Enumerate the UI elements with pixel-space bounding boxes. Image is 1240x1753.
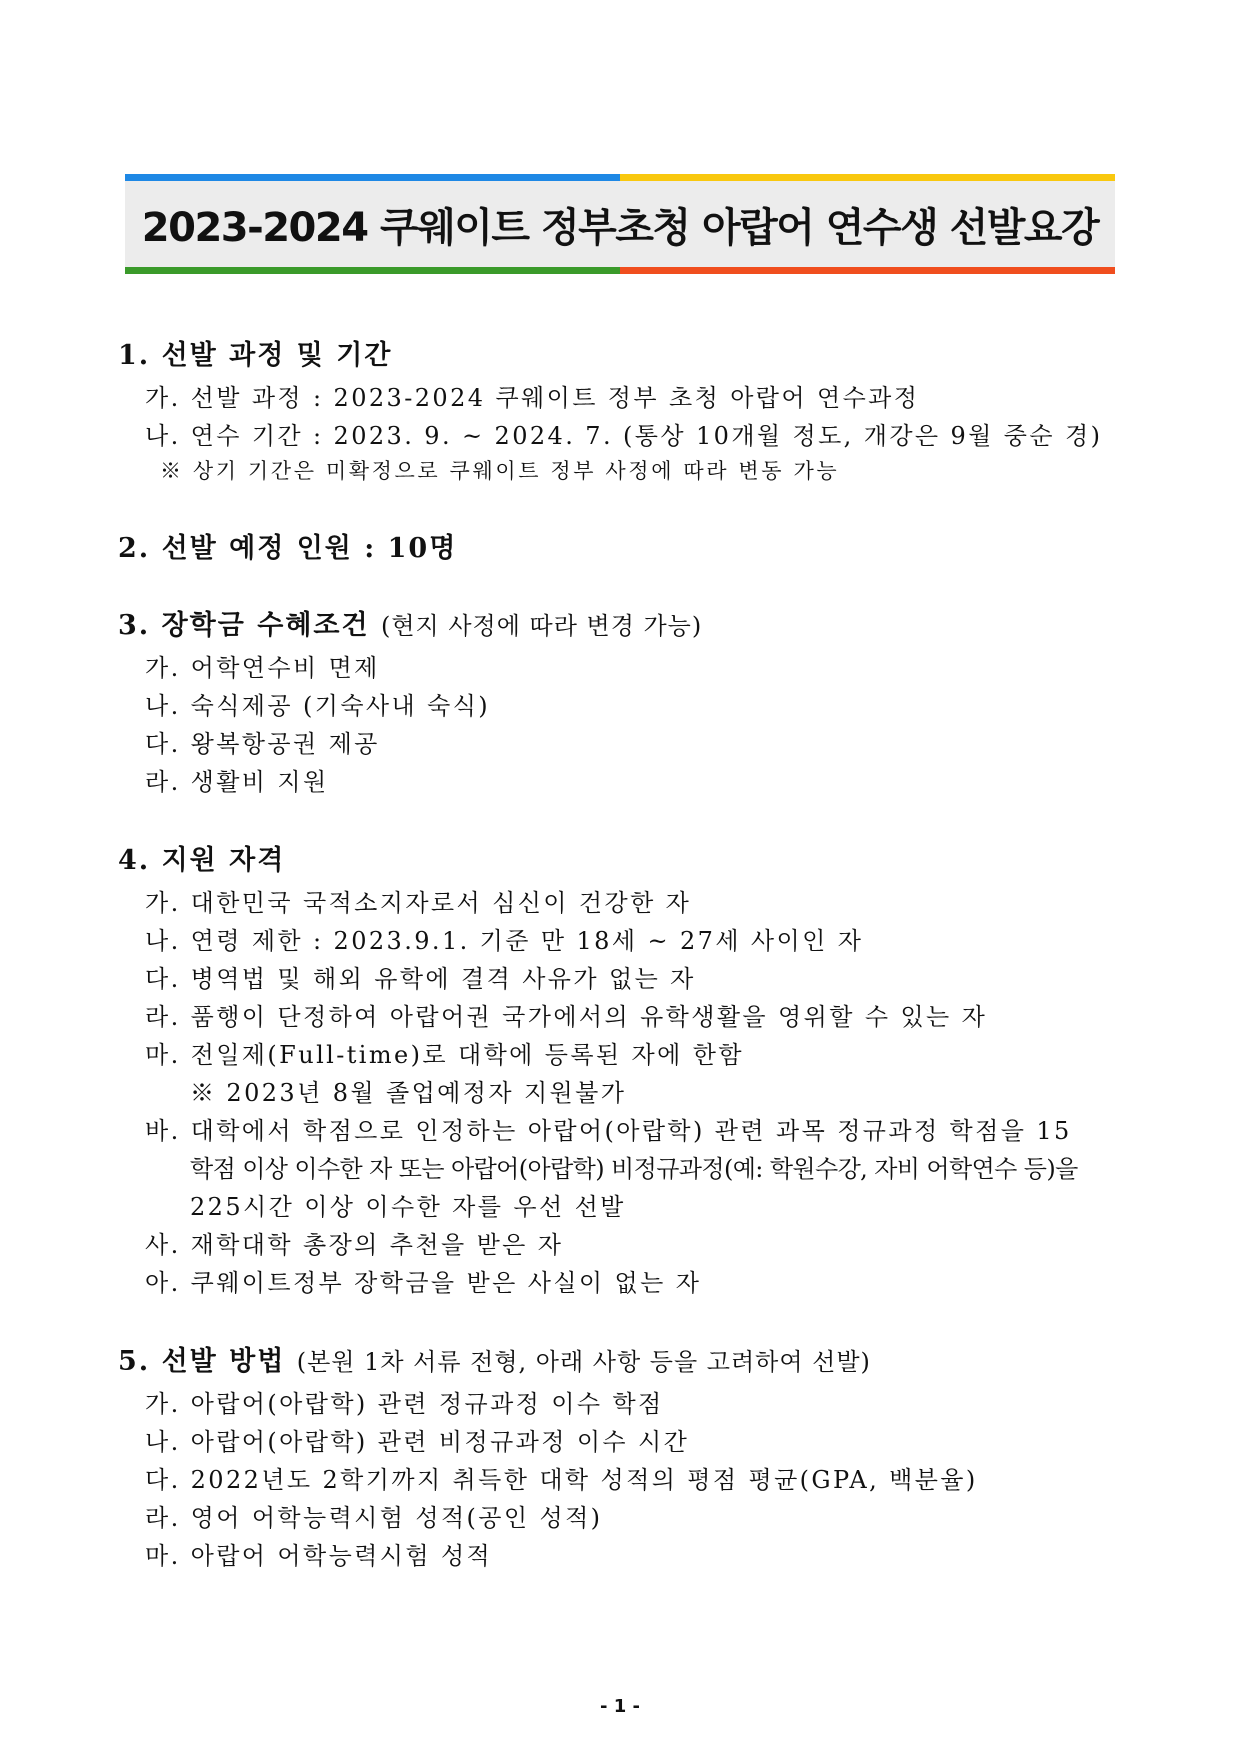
title-bar-bottom-left [125, 267, 620, 274]
s4-item-2: 나. 연령 제한 : 2023.9.1. 기준 만 18세 ~ 27세 사이인 자 [145, 927, 864, 955]
title-bar-top-left [125, 174, 620, 181]
s4-item-6-cont-1: 학점 이상 이수한 자 또는 아랍어(아랍학) 비정규과정(예: 학원수강, 자비 어학연수 등)을 [190, 1155, 1078, 1183]
section-5-title: 5. 선발 방법 [118, 1346, 286, 1377]
section-3-heading [118, 603, 702, 642]
s4-item-7: 사. 재학대학 총장의 추천을 받은 자 [145, 1231, 564, 1259]
section-1-heading: 1. 선발 과정 및 기간 [118, 340, 393, 371]
s3-item-1: 가. 어학연수비 면제 [145, 654, 380, 682]
s1-note: ※ 상기 기간은 미확정으로 쿠웨이트 정부 사정에 따라 변동 가능 [160, 459, 840, 483]
s3-item-2: 나. 숙식제공 (기숙사내 숙식) [145, 692, 491, 720]
section-5-note: (본원 1차 서류 전형, 아래 사항 등을 고려하여 선발) [296, 1348, 871, 1376]
s4-item-4: 라. 품행이 단정하여 아랍어권 국가에서의 유학생활을 영위할 수 있는 자 [145, 1003, 988, 1031]
page-number: - 1 - [600, 1696, 640, 1717]
document-title: 2023-2024 쿠웨이트 정부초청 아랍어 연수생 선발요강 [141, 204, 1099, 251]
s3-item-3: 다. 왕복항공권 제공 [145, 730, 380, 758]
s5-item-4: 라. 영어 어학능력시험 성적(공인 성적) [145, 1504, 603, 1532]
s4-item-8: 아. 쿠웨이트정부 장학금을 받은 사실이 없는 자 [145, 1269, 702, 1297]
s4-note: ※ 2023년 8월 졸업예정자 지원불가 [190, 1079, 627, 1107]
title-bar-bottom-right [620, 267, 1115, 274]
s5-item-3: 다. 2022년도 2학기까지 취득한 대학 성적의 평점 평균(GPA, 백분율) [145, 1466, 978, 1494]
s5-item-5: 마. 아랍어 어학능력시험 성적 [145, 1542, 493, 1570]
s5-item-1: 가. 아랍어(아랍학) 관련 정규과정 이수 학점 [145, 1390, 664, 1418]
s4-item-1: 가. 대한민국 국적소지자로서 심신이 건강한 자 [145, 889, 692, 917]
section-3-note: (현지 사정에 따라 변경 가능) [380, 612, 703, 640]
title-box [125, 174, 1115, 274]
s4-item-5: 마. 전일제(Full-time)로 대학에 등록된 자에 한함 [145, 1041, 744, 1069]
section-5-heading [118, 1339, 871, 1378]
s1-item-2: 나. 연수 기간 : 2023. 9. ~ 2024. 7. (통상 10개월 정도, 개강은 9월 중순 경) [145, 422, 1103, 450]
s4-item-3: 다. 병역법 및 해외 유학에 결격 사유가 없는 자 [145, 965, 696, 993]
s5-item-2: 나. 아랍어(아랍학) 관련 비정규과정 이수 시간 [145, 1428, 690, 1456]
section-3-title: 3. 장학금 수혜조건 [118, 610, 370, 641]
s3-item-4: 라. 생활비 지원 [145, 768, 329, 796]
s4-item-6: 바. 대학에서 학점으로 인정하는 아랍어(아랍학) 관련 과목 정규과정 학점을 15 [145, 1117, 1072, 1145]
s4-item-6-cont-2: 225시간 이상 이수한 자를 우선 선발 [190, 1193, 626, 1221]
s1-item-1: 가. 선발 과정 : 2023-2024 쿠웨이트 정부 초청 아랍어 연수과정 [145, 384, 920, 412]
section-4-heading: 4. 지원 자격 [118, 845, 286, 876]
section-2-heading: 2. 선발 예정 인원 : 10명 [118, 533, 458, 564]
title-bar-top-right [620, 174, 1115, 181]
